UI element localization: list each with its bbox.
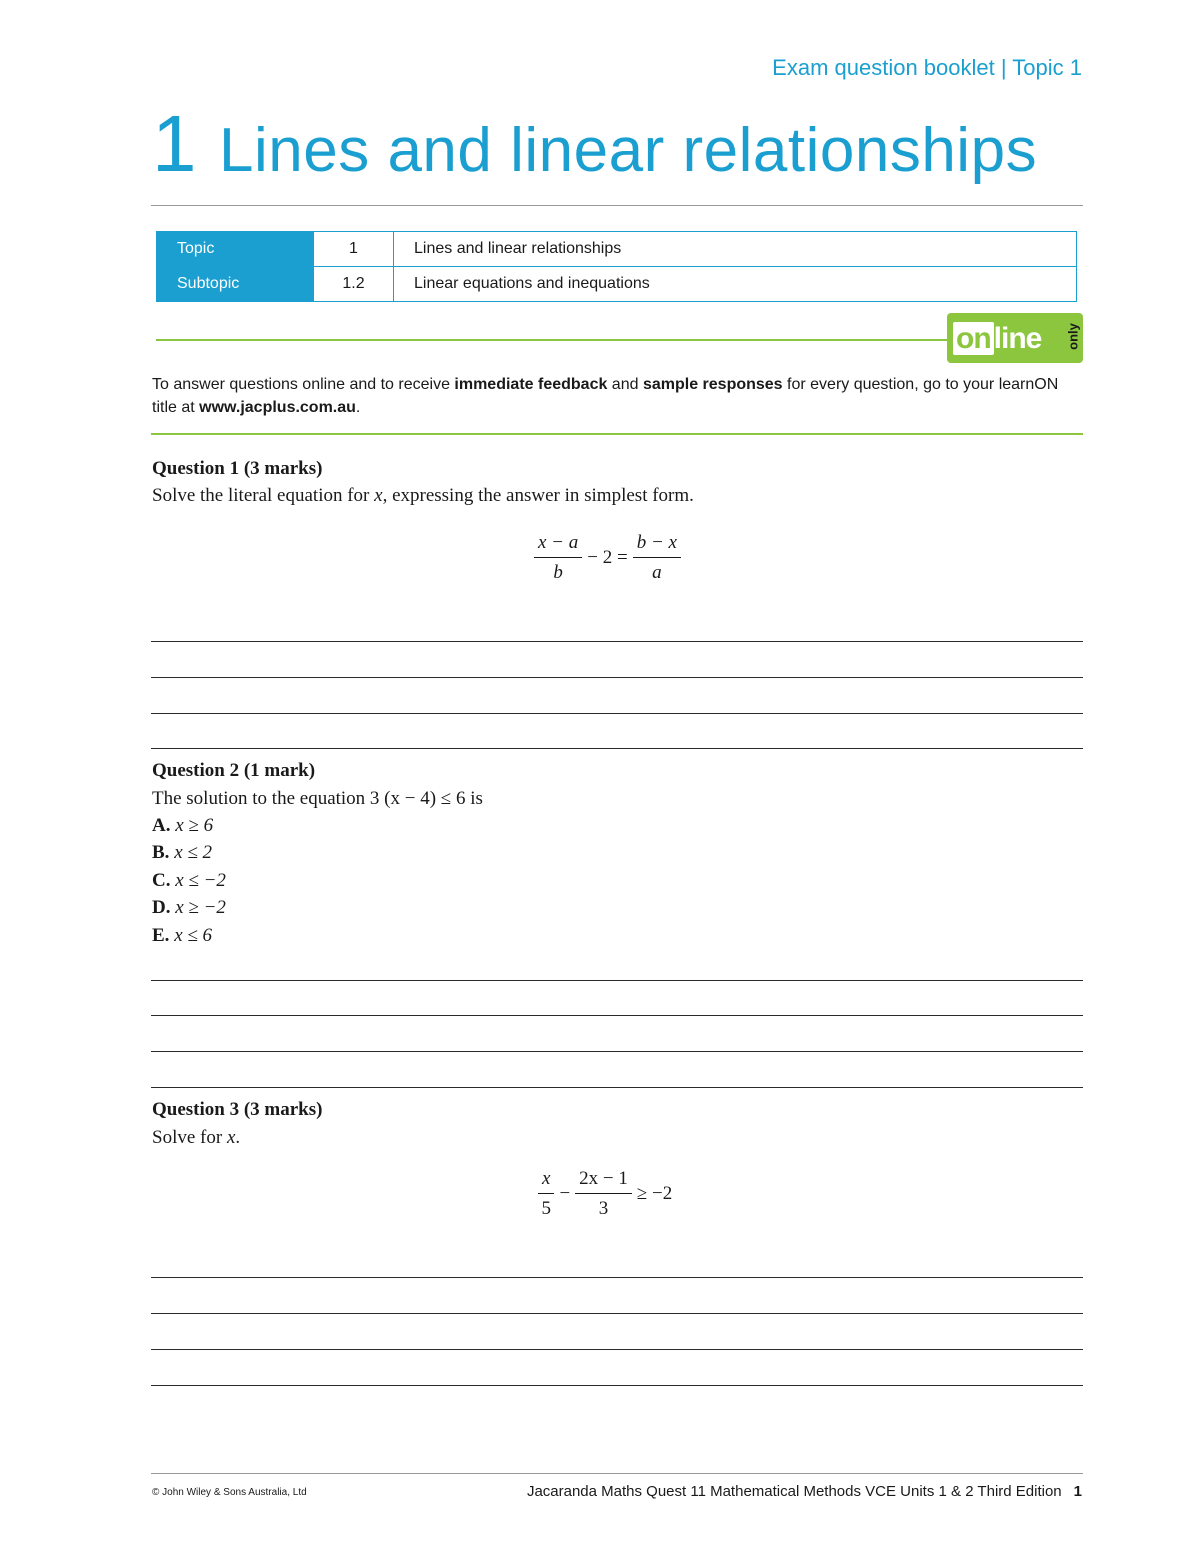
answer-line[interactable] [151, 1385, 1083, 1386]
footer-divider [151, 1473, 1083, 1474]
online-only-badge [947, 313, 1083, 363]
q3-lhs-numerator: x [538, 1168, 554, 1194]
intro-text: and [607, 376, 643, 393]
q1-lhs-denominator: b [553, 562, 563, 583]
page-number: 1 [1073, 1483, 1082, 1500]
q3-text-part: . [235, 1127, 241, 1148]
answer-line[interactable] [151, 677, 1083, 678]
option-letter: D. [152, 897, 171, 918]
question-2-title: Question 2 (1 mark) [152, 760, 316, 781]
question-3-text [152, 1127, 240, 1149]
q1-rhs-fraction [633, 532, 681, 584]
q1-text-part: Solve the literal equation for [152, 485, 375, 506]
q3-lhs-fraction [538, 1168, 554, 1220]
topic-row [157, 232, 1077, 267]
answer-line[interactable] [151, 1087, 1083, 1088]
option-letter: E. [152, 925, 170, 946]
answer-line[interactable] [151, 1277, 1083, 1278]
q3-rhs-denominator: 3 [598, 1198, 609, 1219]
intro-text: . [355, 399, 361, 416]
answer-line[interactable] [151, 1015, 1083, 1016]
footer-book-info [527, 1483, 1082, 1500]
badge-only-text: only [1065, 323, 1081, 350]
q1-lhs-numerator: x − a [534, 532, 582, 558]
option-text: x ≤ 2 [174, 842, 213, 863]
question-3-title: Question 3 (3 marks) [152, 1099, 323, 1120]
topic-table [156, 231, 1077, 302]
question-1-text [152, 485, 694, 507]
subtopic-label: Subtopic [157, 267, 314, 302]
question-3-inequation [538, 1168, 677, 1220]
option-text: x ≥ 6 [175, 815, 214, 836]
q1-rhs-denominator: a [652, 562, 662, 583]
chapter-title [152, 98, 1037, 190]
chapter-number: 1 [152, 99, 197, 188]
chapter-title-text: Lines and linear relationships [219, 116, 1038, 185]
intro-text: To answer questions online and to receive [152, 376, 455, 393]
question-2-text: The solution to the equation 3 (x − 4) ≤ 6 is [152, 788, 483, 809]
q3-lhs-denominator: 5 [541, 1198, 551, 1219]
answer-line[interactable] [151, 1349, 1083, 1350]
q1-middle-operator: − 2 = [587, 547, 628, 568]
title-divider [151, 205, 1083, 206]
option-text: x ≥ −2 [175, 897, 226, 918]
footer-book-title: Jacaranda Maths Quest 11 Mathematical Methods VCE Units 1 & 2 Third Edition [526, 1483, 1062, 1500]
option-letter: C. [152, 870, 171, 891]
answer-line[interactable] [151, 641, 1083, 642]
topic-number: 1 [314, 232, 394, 267]
online-divider [156, 339, 951, 341]
option-text: x ≤ −2 [175, 870, 226, 891]
booklet-header: Exam question booklet | Topic 1 [772, 55, 1082, 80]
answer-line[interactable] [151, 713, 1083, 714]
badge-line-text: line [993, 322, 1042, 355]
q1-lhs-fraction [534, 532, 582, 584]
option-letter: A. [152, 815, 171, 836]
q3-rhs-numerator: 2x − 1 [575, 1168, 632, 1194]
subtopic-row [157, 267, 1077, 302]
answer-line[interactable] [151, 748, 1083, 749]
intro-bold-responses: sample responses [642, 376, 783, 393]
subtopic-number: 1.2 [314, 267, 394, 302]
topic-value: Lines and linear relationships [394, 232, 1077, 267]
intro-bold-feedback: immediate feedback [454, 376, 608, 393]
question-1-equation [534, 532, 681, 584]
intro-divider [151, 433, 1083, 435]
option-b[interactable] [152, 842, 212, 864]
answer-line[interactable] [151, 1051, 1083, 1052]
option-c[interactable] [152, 870, 226, 892]
answer-line[interactable] [151, 1313, 1083, 1314]
q3-variable: x [226, 1127, 236, 1148]
subtopic-value: Linear equations and inequations [394, 267, 1077, 302]
q3-rhs-fraction [575, 1168, 632, 1220]
footer-copyright: © John Wiley & Sons Australia, Ltd [152, 1487, 307, 1498]
intro-text: for every question, go to your learnON title at [152, 376, 1059, 416]
option-letter: B. [152, 842, 170, 863]
q1-variable: x [374, 485, 383, 506]
jacplus-link[interactable]: www.jacplus.com.au [199, 399, 356, 416]
q3-text-part: Solve for [152, 1127, 227, 1148]
q3-inequality-tail: ≥ −2 [636, 1183, 673, 1204]
q1-rhs-numerator: b − x [633, 532, 681, 558]
q1-text-part: , expressing the answer in simplest form. [382, 485, 694, 506]
online-instructions [152, 373, 1082, 419]
option-a[interactable] [152, 815, 213, 837]
answer-line[interactable] [151, 980, 1083, 981]
q3-minus-operator: − [559, 1183, 571, 1204]
option-text: x ≤ 6 [174, 925, 213, 946]
topic-label: Topic [157, 232, 314, 267]
option-d[interactable] [152, 897, 226, 919]
question-1-title: Question 1 (3 marks) [152, 458, 323, 479]
badge-on-text: on [953, 322, 994, 355]
option-e[interactable] [152, 925, 212, 947]
